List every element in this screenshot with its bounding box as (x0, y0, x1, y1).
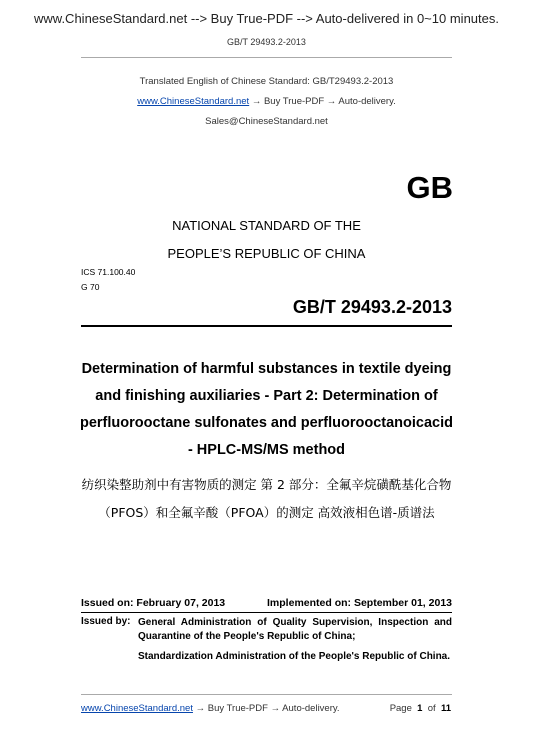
total-pages: 11 (440, 703, 451, 714)
footer-site-link[interactable]: www.ChineseStandard.net (81, 703, 193, 714)
page-label: Page (389, 703, 412, 714)
title-divider (81, 325, 452, 327)
english-title-line: - HPLC-MS/MS method (187, 442, 346, 458)
national-standard-line-1: NATIONAL STANDARD OF THE (172, 218, 361, 233)
ics-code: ICS 71.100.40 (81, 267, 136, 277)
english-title-line: Determination of harmful substances in textile dyeing (81, 361, 452, 377)
chinese-title-line: （PFOS）和全氟辛酸（PFOA）的测定 高效液相色谱-质谱法 (98, 505, 435, 520)
chinese-title-line: 纺织染整助剂中有害物质的测定 第 2 部分：全氟辛烷磺酰基化合物 (81, 477, 452, 492)
issuing-org-2: Standardization Administration of the People's Republic of China. (138, 651, 451, 662)
implemented-on-date: Implemented on: September 01, 2013 (267, 597, 452, 609)
footer-link-suffix: → Buy True-PDF → Auto-delivery. (192, 703, 340, 714)
footer-link-line (81, 703, 340, 714)
header-document-number: GB/T 29493.2-2013 (227, 37, 306, 47)
current-page: 1 (417, 703, 423, 714)
site-link-line (0, 96, 533, 107)
national-standard-line-2: PEOPLE’S REPUBLIC OF CHINA (167, 246, 366, 261)
site-link-suffix: → Buy True-PDF → Auto-delivery. (249, 96, 396, 107)
translation-notice: Translated English of Chinese Standard: GB/T29493.2-2013 (139, 76, 394, 87)
footer-divider (81, 694, 452, 695)
issued-on-date: Issued on: February 07, 2013 (81, 597, 226, 609)
of-label: of (427, 703, 436, 714)
english-title (0, 356, 533, 464)
chinese-title (0, 471, 533, 527)
site-link[interactable]: www.ChineseStandard.net (137, 96, 250, 107)
page-indicator (390, 703, 451, 714)
top-banner: www.ChineseStandard.net --> Buy True-PDF --> Auto-delivered in 0~10 minutes. (34, 11, 499, 26)
english-title-line: and finishing auxiliaries - Part 2: Determination of (95, 388, 438, 404)
issue-divider (81, 612, 452, 613)
gb-logo-mark: GB (406, 170, 453, 205)
standard-number: GB/T 29493.2-2013 (292, 297, 452, 317)
issued-by-label: Issued by: (81, 616, 131, 627)
header-divider (81, 57, 452, 58)
issuing-org-1: General Administration of Quality Supervision, Inspection and Quarantine of the People's Republic of China; (138, 617, 452, 642)
english-title-line: perfluorooctane sulfonates and perfluorooctanoicacid (79, 415, 454, 431)
classification-code: G 70 (81, 282, 100, 292)
sales-email[interactable]: Sales@ChineseStandard.net (205, 116, 328, 127)
